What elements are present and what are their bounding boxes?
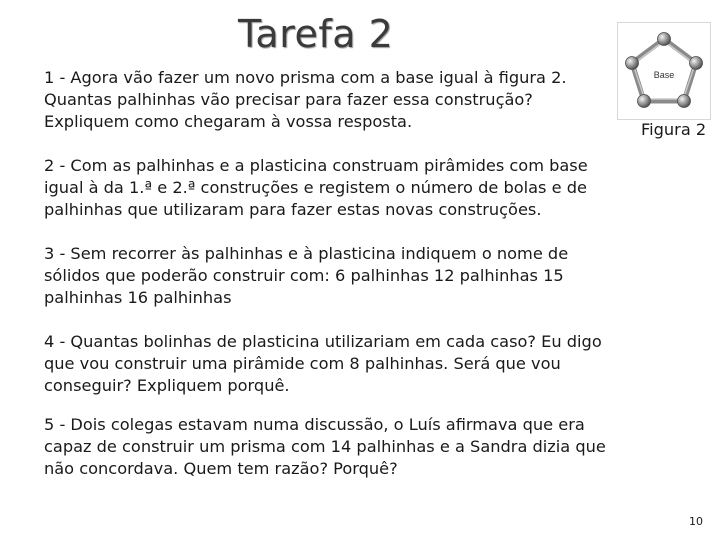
- slide-title: Tarefa 2: [238, 12, 394, 56]
- vertex-ball: [690, 57, 703, 70]
- figure-caption: Figura 2: [641, 120, 707, 139]
- question-2: 2 - Com as palhinhas e a plasticina construam pirâmides com base igual à da 1.ª e 2.ª construções e registem o número de bolas e de palhinhas que utilizaram para fazer estas novas construções.: [44, 156, 588, 219]
- vertex-ball: [658, 33, 671, 46]
- pentagon-diagram: [618, 23, 710, 119]
- question-4: 4 - Quantas bolinhas de plasticina utilizariam em cada caso? Eu digo que vou construir uma pirâmide com 8 palhinhas. Será que vou conseguir? Expliquem porquê.: [44, 332, 602, 395]
- question-1: 1 - Agora vão fazer um novo prisma com a base igual à figura 2. Quantas palhinhas vão precisar para fazer essa construção? Expliquem como chegaram à vossa resposta.: [44, 68, 567, 131]
- page-number: 10: [689, 515, 703, 528]
- figure-base-label: Base: [653, 70, 675, 80]
- vertex-ball: [626, 57, 639, 70]
- vertex-ball: [638, 95, 651, 108]
- question-5: 5 - Dois colegas estavam numa discussão, o Luís afirmava que era capaz de construir um prisma com 14 palhinhas e a Sandra dizia que não concordava. Quem tem razão? Porquê?: [44, 415, 606, 478]
- question-3: 3 - Sem recorrer às palhinhas e à plasticina indiquem o nome de sólidos que poderão construir com: 6 palhinhas 12 palhinhas 15 palhinhas 16 palhinhas: [44, 244, 569, 307]
- pentagon-base-figure: [617, 22, 711, 120]
- vertex-ball: [678, 95, 691, 108]
